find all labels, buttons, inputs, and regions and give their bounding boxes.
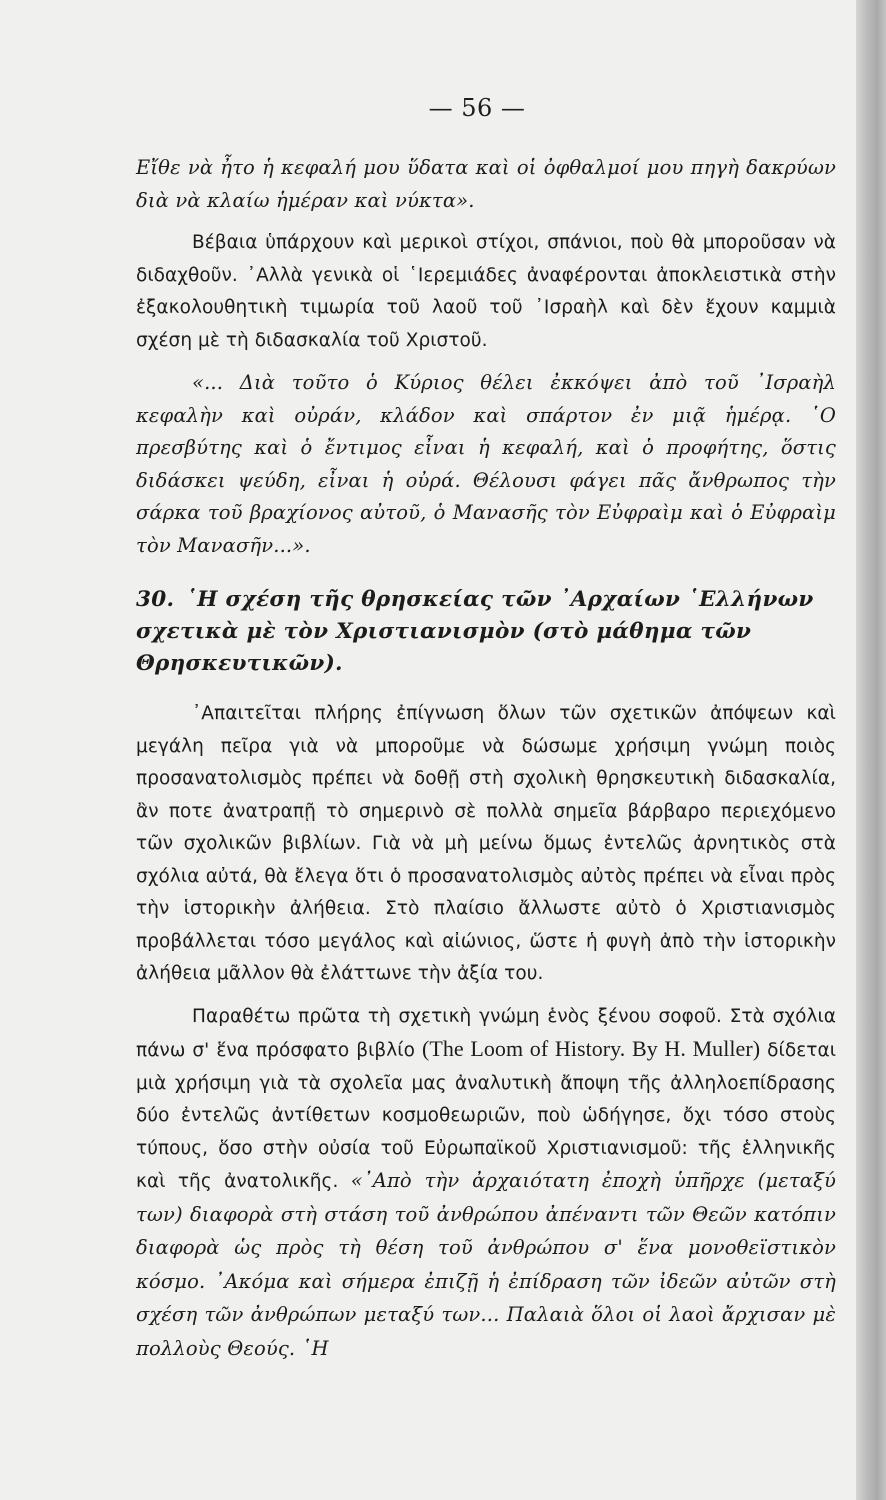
section-number: 30. [136, 587, 175, 612]
book-reference: (The Loom of History. By H. Muller) [422, 1036, 761, 1061]
citation-body: δίδεται μιὰ χρήσιμη γιὰ τὰ σχολεῖα μας ἀναλυτικὴ ἄποψη τῆς ἀλληλοεπίδρασης δύο ἐντελῶς ἀντίθετων κοσμοθεωριῶν, ποὺ ὡδήγησε, ὄχι τόσο στοὺς τύπους, ὅσο στὴν οὐσία τοῦ Εὐρωπαϊκοῦ Χριστιανισμοῦ: τῆς ἑλληνικῆς καὶ τῆς ἀνατολικῆς. [136, 1040, 837, 1192]
commentary-paragraph: Βέβαια ὑπάρχουν καὶ μερικοὶ στίχοι, σπάνιοι, ποὺ θὰ μποροῦσαν νὰ διδαχθοῦν. ᾿Αλλὰ γενικὰ οἱ ῾Ιερεμιάδες ἀναφέρονται ἀποκλειστικὰ στὴν ἐξακολουθητικὴ τιμωρία τοῦ λαοῦ τοῦ ᾿Ισραὴλ καὶ δὲν ἔχουν καμμιὰ σχέση μὲ τὴ διδασκαλία τοῦ Χριστοῦ. [136, 232, 836, 351]
citation-intro: Παραθέτω πρῶτα τὴ σχετικὴ γνώμη ἑνὸς ξένου σοφοῦ. Στὰ σχόλια πάνω σ' ἕνα πρόσφατο βιβλίο [136, 1005, 836, 1061]
scripture-quote-paragraph: «... Διὰ τοῦτο ὁ Κύριος θέλει ἐκκόψει ἀπὸ τοῦ ᾿Ισραὴλ κεφαλὴν καὶ οὐράν, κλάδον καὶ σπάρτον ἐν μιᾷ ἡμέρᾳ. ῾Ο πρεσβύτης καὶ ὁ ἔντιμος εἶναι ἡ κεφαλή, καὶ ὁ προφήτης, ὅστις διδάσκει ψεύδη, εἶναι ἡ οὐρά. Θέλουσι φάγει πᾶς ἄνθρωπος τὴν σάρκα τοῦ βραχίονος αὐτοῦ, ὁ Μανασῆς τὸν Εὐφραὶμ καὶ ὁ Εὐφραὶμ τὸν Μανασῆν...». [136, 371, 836, 557]
cited-quote: «᾿Απὸ τὴν ἀρχαιότατη ἐποχὴ ὑπῆρχε (μεταξύ των) διαφορὰ στὴ στάση τοῦ ἀνθρώπου ἀπέναντι τῶν Θεῶν κατόπιν διαφορὰ ὡς πρὸς τὴ θέση τοῦ ἀνθρώπου σ' ἕνα μονοθεϊστικὸν κόσμο. ᾿Ακόμα καὶ σήμερα ἐπιζῇ ἡ ἐπίδραση τῶν ἰδεῶν αὐτῶν στὴ σχέση τῶν ἀνθρώπων μεταξύ των... Παλαιὰ ὅλοι οἱ λαοὶ ἄρχισαν μὲ πολλοὺς Θεούς. ῾Η [136, 1169, 836, 1360]
section-title: ῾Η σχέση τῆς θρησκείας τῶν ᾿Αρχαίων ῾Ελλήνων σχετικὰ μὲ τὸν Χριστιανισμὸν (στὸ μάθημα τῶν Θρησκευτικῶν). [136, 587, 814, 676]
page-number: — 56 — [428, 94, 526, 122]
citation-paragraph [136, 1001, 836, 1367]
quote-continuation-paragraph: Εἴθε νὰ ἦτο ἡ κεφαλή μου ὕδατα καὶ οἱ ὀφθαλμοί μου πηγὴ δακρύων διὰ νὰ κλαίω ἡμέραν καὶ νύκτα». [136, 156, 836, 212]
book-binding-edge [856, 0, 886, 1500]
section-heading [136, 584, 836, 680]
body-paragraph: ᾿Απαιτεῖται πλήρης ἐπίγνωση ὅλων τῶν σχετικῶν ἀπόψεων καὶ μεγάλη πεῖρα γιὰ νὰ μποροῦμε νὰ δώσωμε χρήσιμη γνώμη ποιὸς προσανατολισμὸς πρέπει νὰ δοθῇ στὴ σχολικὴ θρησκευτικὴ διδασκαλία, ἂν ποτε ἀνατραπῇ τὸ σημερινὸ σὲ πολλὰ σημεῖα βάρβαρο περιεχόμενο τῶν σχολικῶν βιβλίων. Γιὰ νὰ μὴ μείνω ὅμως ἐντελῶς ἀρνητικὸς στὰ σχόλια αὐτά, θὰ ἔλεγα ὅτι ὁ προσανατολισμὸς αὐτὸς πρέπει νὰ εἶναι πρὸς τὴν ἱστορικὴν ἀλήθεια. Στὸ πλαίσιο ἄλλωστε αὐτὸ ὁ Χριστιανισμὸς προβάλλεται τόσο μεγάλος καὶ αἰώνιος, ὥστε ἡ φυγὴ ἀπὸ τὴν ἱστορικὴν ἀλήθεια μᾶλλον θὰ ἐλάττωνε τὴν ἀξία του. [136, 703, 836, 984]
page-body [136, 152, 836, 1376]
